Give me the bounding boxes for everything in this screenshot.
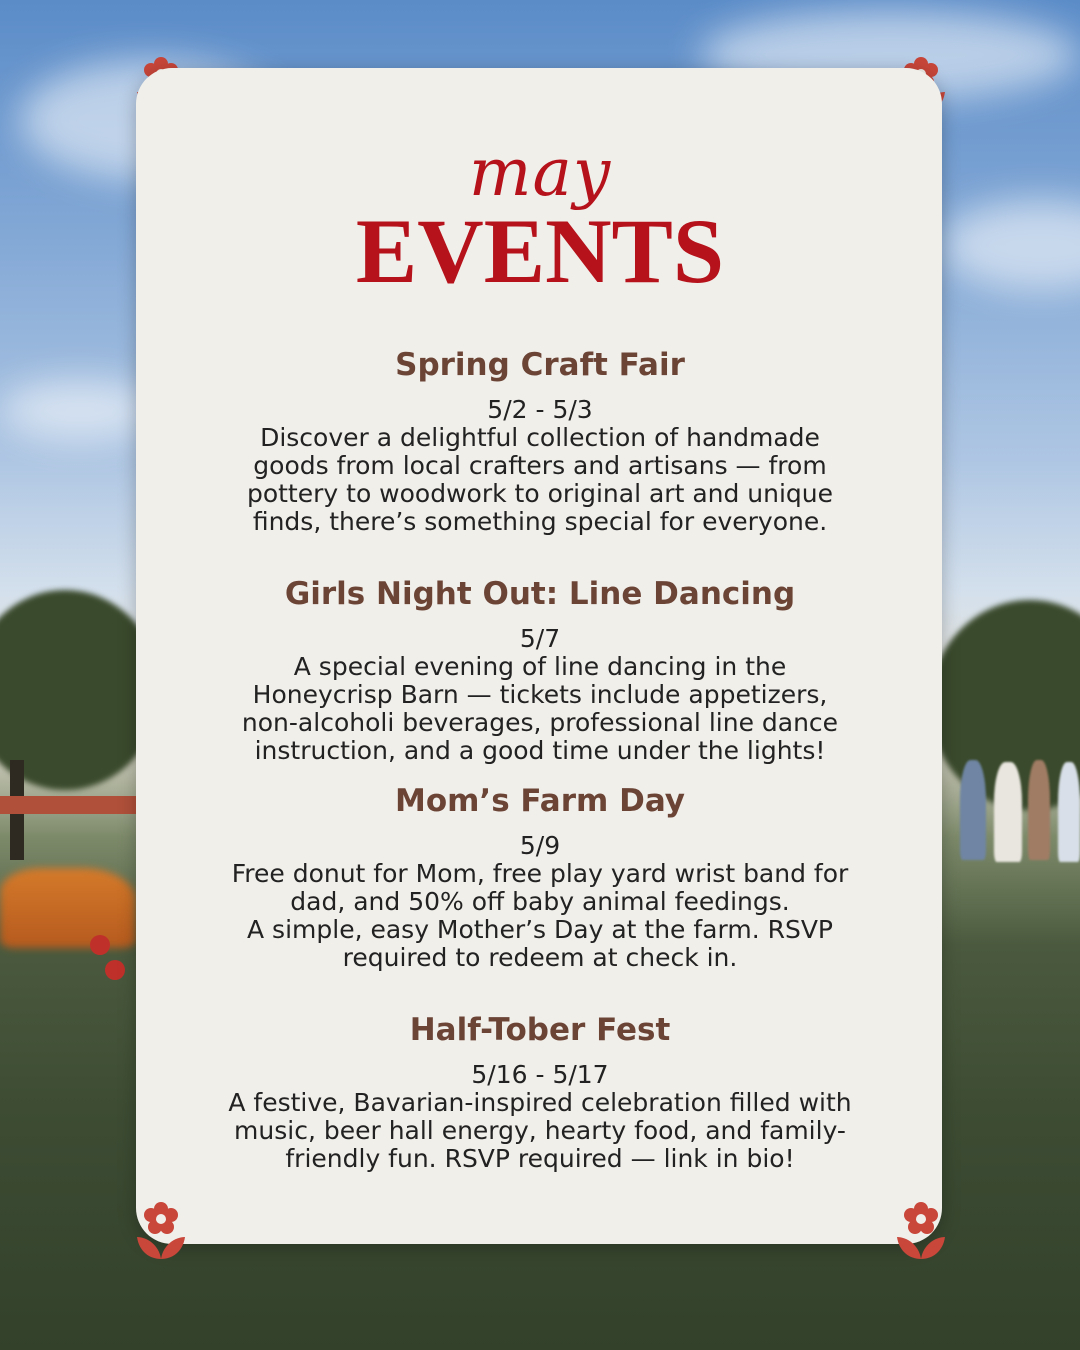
event-item [0, 1012, 1080, 1173]
event-item [0, 347, 1080, 536]
event-item [0, 783, 1080, 972]
event-date: 5/2 - 5/3 [487, 395, 593, 425]
script-title: may [468, 134, 612, 211]
event-item [0, 576, 1080, 765]
flower-icon [893, 1197, 949, 1263]
event-description: Free donut for Mom, free play yard wrist band for dad, and 50% off baby animal feedings. A simple, easy Mother’s Day at the farm. RSVP required to redeem at check in. [231, 859, 849, 973]
page-title: EVENTS [355, 200, 725, 302]
event-date: 5/7 [519, 624, 561, 654]
event-title: Spring Craft Fair [395, 347, 685, 383]
event-title: Mom’s Farm Day [394, 783, 686, 819]
event-description: Discover a delightful collection of handmade goods from local crafters and artisans — from pottery to woodwork to original art and unique finds, there’s something special for everyone. [246, 423, 834, 537]
event-date: 5/16 - 5/17 [471, 1060, 609, 1090]
event-title: Half-Tober Fest [409, 1012, 671, 1048]
event-description: A special evening of line dancing in the Honeycrisp Barn — tickets include appetizers, non-alcoholi beverages, professional line dance instruction, and a good time under the lights! [241, 652, 839, 766]
flower-icon [133, 1197, 189, 1263]
event-title: Girls Night Out: Line Dancing [284, 576, 796, 612]
event-description: A festive, Bavarian-inspired celebration filled with music, beer hall energy, hearty food, and family- friendly fun. RSVP required — link in bio! [228, 1088, 852, 1174]
event-date: 5/9 [519, 831, 561, 861]
